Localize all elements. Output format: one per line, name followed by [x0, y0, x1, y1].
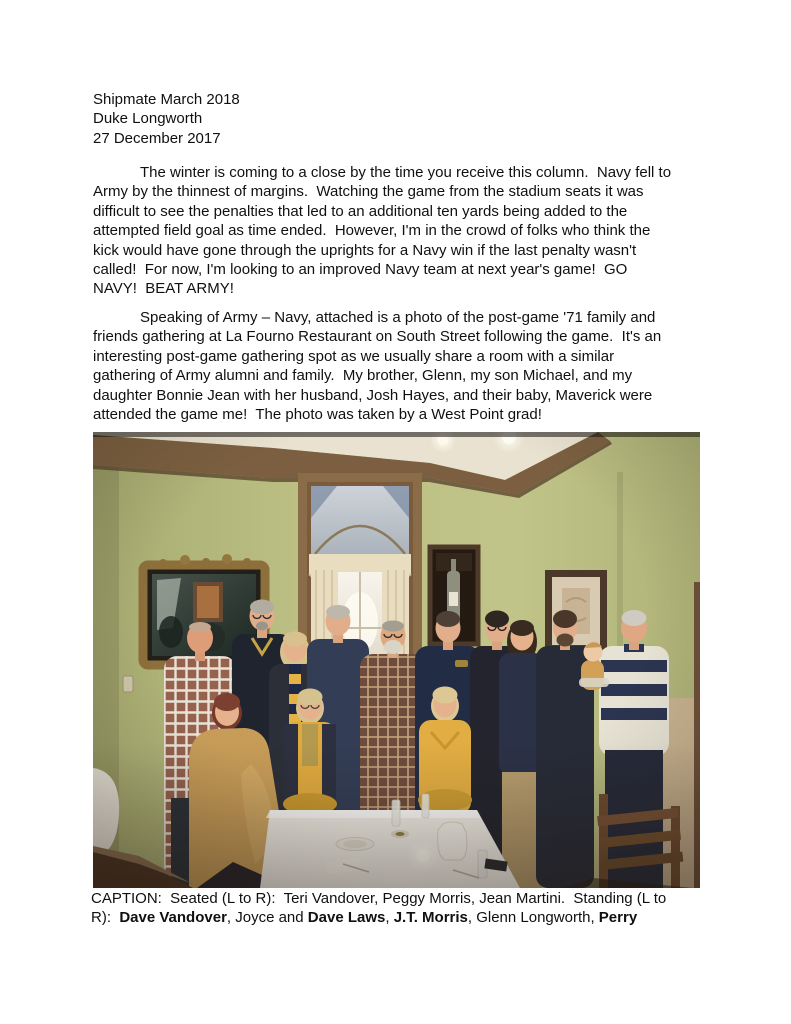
caption-name-bold: J.T. Morris	[393, 909, 468, 927]
caption-text: ,	[385, 909, 394, 927]
text-line: difficult to see the penalties that led to an additional ten yards being added to the	[93, 202, 628, 220]
paragraph-1	[93, 163, 715, 299]
text-line: attempted field goal as time ended. However, I'm in the crowd of folks who think the	[93, 222, 651, 240]
caption-line	[91, 889, 716, 908]
caption-name-bold: Perry	[598, 909, 638, 927]
text-line: called! For now, I'm looking to an improved Navy team at next year's game! GO	[93, 261, 628, 279]
text-line: interesting post-game gathering spot as we usually share a room with a similar	[93, 347, 615, 365]
group-photo	[93, 432, 700, 888]
caption-text: CAPTION: Seated (L to R): Teri Vandover, Peggy Morris, Jean Martini. Standing (L to	[91, 890, 667, 907]
text-line: gathering of Army alumni and family. My brother, Glenn, my son Michael, and my	[93, 367, 633, 385]
text-line: Army by the thinnest of margins. Watching the game from the stadium seats it was	[93, 183, 644, 201]
photo-bottom-shade	[93, 432, 700, 888]
caption-line	[91, 908, 716, 927]
text-line: The winter is coming to a close by the time you receive this column. Navy fell to	[140, 164, 672, 181]
text-line: Speaking of Army – Navy, attached is a photo of the post-game '71 family and	[140, 309, 656, 326]
text-line: daughter Bonnie Jean with her husband, Josh Hayes, and their baby, Maverick were	[93, 386, 653, 404]
text-line: NAVY! BEAT ARMY!	[93, 280, 234, 298]
photo-caption	[91, 889, 716, 928]
paragraph-2	[93, 308, 715, 424]
caption-text: , Joyce and	[226, 909, 308, 927]
text-line: Duke Longworth	[93, 110, 203, 128]
group-photo-illustration	[93, 432, 700, 888]
text-line: kick would have gone through the uprights for a Navy win if the last penalty wasn't	[93, 241, 637, 259]
caption-text: , Glenn Longworth,	[467, 909, 599, 927]
text-line: attended the game me! The photo was taken by a West Point grad!	[93, 406, 542, 424]
byline-header	[93, 90, 240, 148]
text-line: 27 December 2017	[93, 129, 221, 147]
caption-text: R):	[91, 909, 120, 927]
photo-top-edge	[93, 432, 700, 437]
text-line: friends gathering at La Fourno Restaurant on South Street following the game. It's an	[93, 328, 662, 346]
caption-name-bold: Dave Vandover	[119, 909, 227, 927]
text-line: Shipmate March 2018	[93, 91, 240, 108]
caption-name-bold: Dave Laws	[307, 909, 386, 927]
